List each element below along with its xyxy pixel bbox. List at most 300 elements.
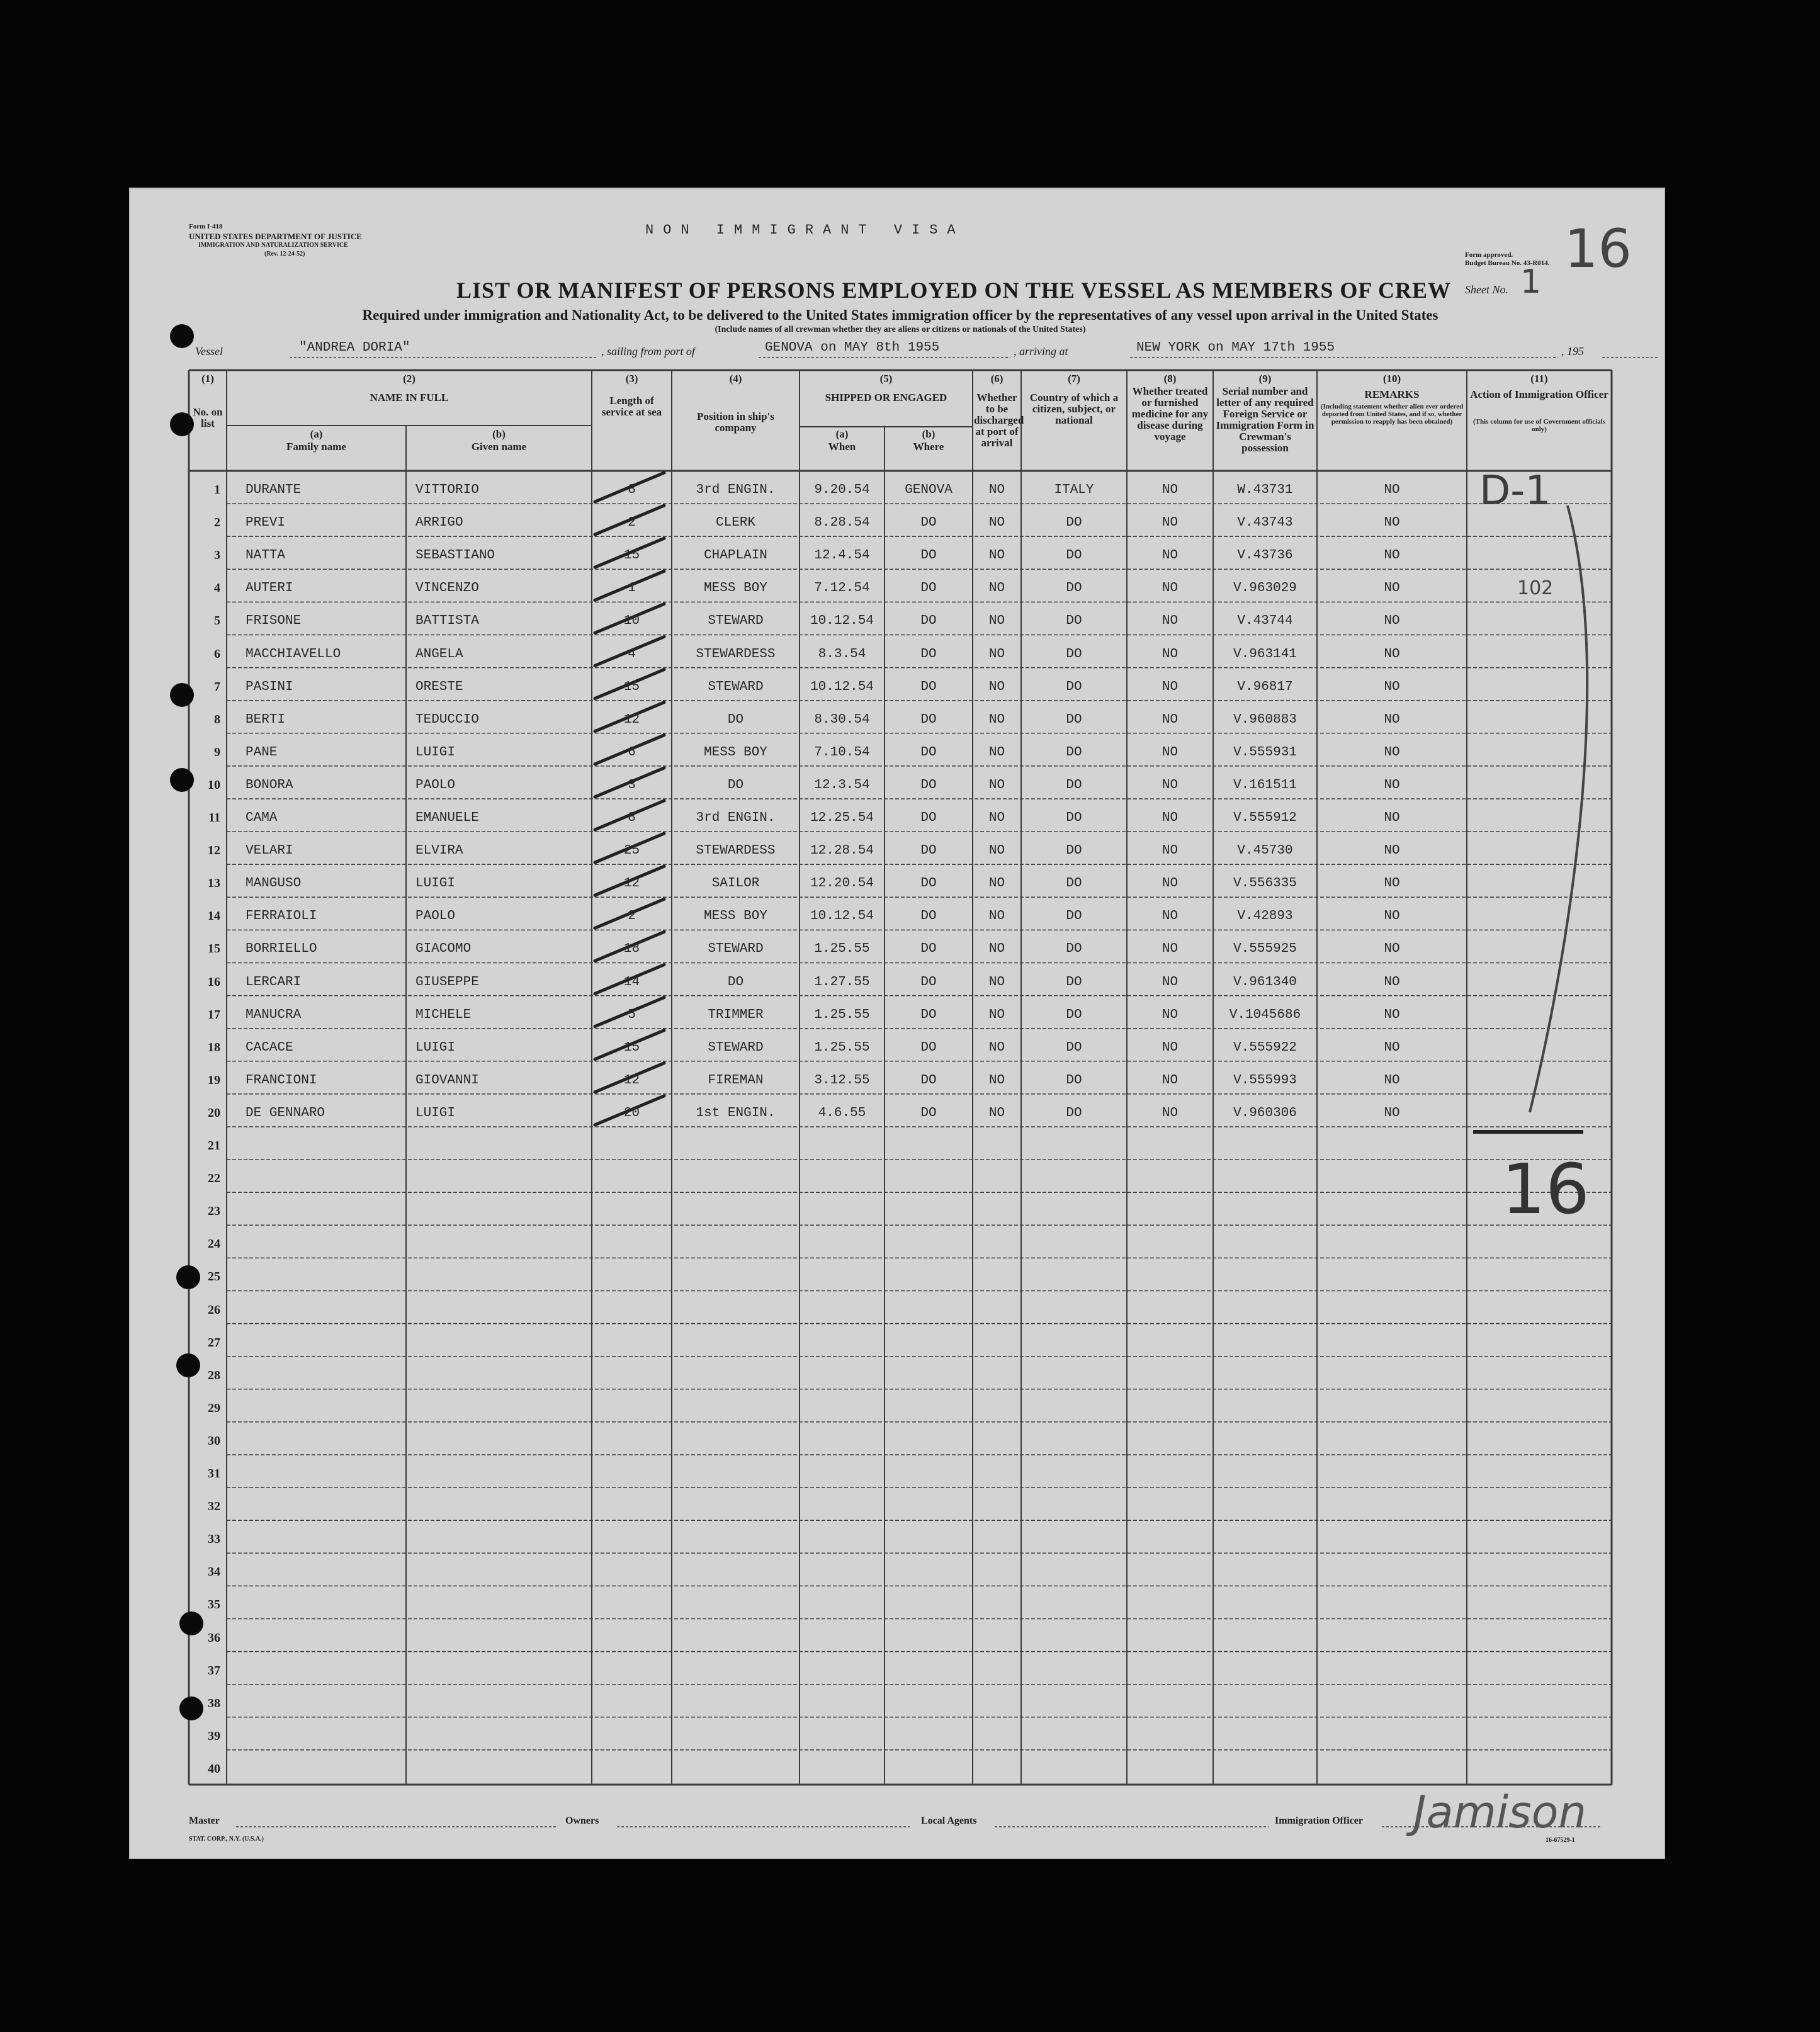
header-serial: Serial number and letter of any required Foreign Service or Immigration Form in Crewman's possession [1216, 385, 1314, 454]
cell-serial: V.960306 [1233, 1105, 1297, 1120]
cell-shipped-where: DO [920, 942, 937, 957]
row-number: 27 [208, 1335, 220, 1350]
cell-country: DO [1066, 844, 1082, 859]
cell-position: MESS BOY [704, 581, 767, 596]
cell-treated: NO [1162, 777, 1178, 793]
cell-shipped-when: 12.20.54 [810, 876, 874, 891]
punch-hole [170, 683, 194, 707]
cell-serial: V.555931 [1233, 745, 1297, 760]
cell-serial: V.43743 [1237, 516, 1293, 531]
annotation-total: 16 [1501, 1149, 1590, 1230]
cell-position: STEWARDESS [696, 646, 776, 662]
cell-country: DO [1066, 548, 1082, 563]
cell-length-of-service: 1 [628, 581, 636, 596]
cell-discharged: NO [988, 548, 1005, 563]
master-label: Master [189, 1815, 220, 1826]
cell-remarks: NO [1384, 1040, 1400, 1055]
cell-family-name: MACCHIAVELLO [246, 646, 341, 662]
row-number: 37 [208, 1663, 220, 1678]
row-number: 31 [208, 1467, 220, 1481]
cell-given-name: ARRIGO [415, 516, 463, 531]
cell-shipped-when: 4.6.55 [818, 1105, 866, 1120]
row-number: 3 [214, 548, 220, 563]
cell-country: DO [1066, 1073, 1082, 1088]
row-number: 10 [208, 777, 220, 792]
row-number: 6 [214, 646, 220, 661]
cell-treated: NO [1162, 1007, 1178, 1022]
cell-serial: V.96817 [1237, 679, 1293, 694]
budget-bureau: Budget Bureau No. 43-R014. [1465, 259, 1550, 267]
cell-country: ITALY [1054, 483, 1094, 497]
cell-given-name: TEDUCCIO [415, 712, 479, 727]
row-number: 26 [208, 1302, 220, 1317]
cell-treated: NO [1162, 844, 1178, 859]
column-number: (b) [922, 428, 935, 440]
cell-serial: V.555993 [1233, 1073, 1297, 1088]
cell-shipped-when: 9.20.54 [814, 483, 870, 497]
annotation-count: 102 [1517, 577, 1554, 600]
form-note: (Include names of all crewman whether they are aliens or citizens or nationals of the United States) [715, 325, 1086, 334]
cell-family-name: AUTERI [246, 581, 293, 596]
row-number: 1 [214, 483, 220, 497]
cell-length-of-service: 15 [623, 679, 640, 694]
cell-shipped-when: 12.3.54 [814, 777, 870, 793]
cell-position: DO [727, 974, 744, 990]
column-number: (a) [310, 428, 323, 440]
year-suffix: , 195 [1561, 345, 1584, 358]
cell-country: DO [1066, 581, 1082, 596]
cell-length-of-service: 3 [628, 777, 636, 793]
cell-position: CHAPLAIN [704, 548, 767, 563]
row-number: 16 [208, 974, 220, 989]
cell-given-name: LUIGI [415, 745, 456, 760]
vessel-label: Vessel [195, 345, 223, 358]
cell-family-name: MANUCRA [246, 1007, 302, 1022]
form-code: 16-67529-1 [1546, 1837, 1575, 1844]
cell-remarks: NO [1384, 712, 1400, 727]
cell-position: DO [727, 777, 744, 793]
cell-discharged: NO [988, 483, 1005, 497]
punch-hole [170, 324, 194, 348]
cell-position: CLERK [715, 516, 755, 531]
cell-family-name: LERCARI [246, 974, 302, 990]
cell-discharged: NO [988, 777, 1005, 793]
cell-treated: NO [1162, 1073, 1178, 1088]
row-number: 19 [208, 1073, 220, 1087]
cell-position: SAILOR [711, 876, 760, 891]
vessel-name: "ANDREA DORIA" [299, 341, 410, 355]
header-no-on-list: No. on list [193, 406, 223, 429]
cell-position: MESS BOY [704, 745, 767, 760]
cell-country: DO [1066, 974, 1082, 990]
cell-shipped-when: 10.12.54 [810, 909, 874, 924]
cell-family-name: CAMA [246, 811, 278, 825]
cell-length-of-service: 12 [623, 712, 640, 727]
cell-position: MESS BOY [704, 909, 767, 924]
cell-shipped-where: DO [920, 1105, 937, 1120]
cell-remarks: NO [1384, 745, 1400, 760]
sheet-label: Sheet No. [1465, 283, 1508, 296]
cell-treated: NO [1162, 679, 1178, 694]
header-family-name: Family name [286, 441, 346, 453]
cell-length-of-service: 12 [623, 1073, 640, 1088]
cell-length-of-service: 10 [623, 614, 640, 629]
cell-family-name: DURANTE [246, 483, 302, 497]
cell-serial: V.42893 [1237, 909, 1293, 924]
cell-shipped-when: 3.12.55 [814, 1073, 870, 1088]
manifest-sheet [129, 188, 1665, 1859]
row-number: 38 [208, 1696, 220, 1710]
header-immigration-note: (This column for use of Government officials only) [1472, 418, 1605, 433]
cell-family-name: FRISONE [246, 614, 302, 629]
cell-shipped-where: DO [920, 811, 937, 825]
cell-given-name: VITTORIO [415, 483, 479, 497]
cell-given-name: SEBASTIANO [415, 548, 495, 563]
cell-discharged: NO [988, 909, 1005, 924]
cell-remarks: NO [1384, 483, 1400, 497]
cell-remarks: NO [1384, 1007, 1400, 1022]
cell-position: FIREMAN [708, 1073, 764, 1088]
header-length-of-service: Length of service at sea [601, 395, 662, 418]
cell-given-name: GIACOMO [415, 942, 472, 957]
officer-signature: Jamison [1413, 1786, 1586, 1838]
cell-country: DO [1066, 1105, 1082, 1120]
cell-given-name: EMANUELE [415, 811, 479, 825]
cell-shipped-where: DO [920, 614, 937, 629]
cell-country: DO [1066, 777, 1082, 793]
form-revision: (Rev. 12-24-52) [264, 251, 305, 257]
cell-shipped-when: 1.25.55 [814, 1007, 870, 1022]
cell-treated: NO [1162, 876, 1178, 891]
cell-remarks: NO [1384, 581, 1400, 596]
cell-given-name: MICHELE [415, 1007, 472, 1022]
cell-position: STEWARD [708, 614, 764, 629]
cell-treated: NO [1162, 909, 1178, 924]
punch-hole [170, 768, 194, 792]
header-immigration-action: Action of Immigration Officer [1470, 388, 1608, 400]
cell-shipped-where: DO [920, 1073, 937, 1088]
cell-discharged: NO [988, 646, 1005, 662]
cell-length-of-service: 2 [628, 909, 636, 924]
punch-hole [176, 1265, 200, 1289]
cell-shipped-when: 10.12.54 [810, 614, 874, 629]
sailing-label: , sailing from port of [601, 345, 695, 358]
cell-treated: NO [1162, 811, 1178, 825]
cell-country: DO [1066, 811, 1082, 825]
cell-serial: V.555925 [1233, 942, 1297, 957]
cell-discharged: NO [988, 811, 1005, 825]
row-number: 40 [208, 1761, 220, 1776]
cell-shipped-when: 8.3.54 [818, 646, 866, 662]
cell-remarks: NO [1384, 1073, 1400, 1088]
row-number: 14 [208, 909, 220, 923]
cell-shipped-where: DO [920, 712, 937, 727]
cell-shipped-when: 12.28.54 [810, 844, 874, 859]
header-country: Country of which a citizen, subject, or national [1029, 392, 1119, 426]
cell-shipped-where: DO [920, 581, 937, 596]
cell-family-name: MANGUSO [246, 876, 302, 891]
punch-hole [179, 1696, 203, 1720]
cell-family-name: BORRIELLO [246, 942, 317, 957]
cell-treated: NO [1162, 614, 1178, 629]
cell-remarks: NO [1384, 974, 1400, 990]
cell-shipped-where: DO [920, 646, 937, 662]
cell-length-of-service: 4 [628, 646, 636, 662]
row-number: 35 [208, 1598, 220, 1612]
cell-remarks: NO [1384, 614, 1400, 629]
cell-position: 3rd ENGIN. [696, 811, 776, 825]
row-number: 5 [214, 614, 220, 628]
cell-country: DO [1066, 516, 1082, 531]
officer-label: Immigration Officer [1275, 1815, 1363, 1826]
cell-given-name: LUIGI [415, 1105, 456, 1120]
cell-shipped-where: DO [920, 745, 937, 760]
form-subtitle: Required under immigration and Nationality Act, to be delivered to the United States immigration officer by the representatives of any vessel upon arrival in the United States [362, 307, 1438, 323]
row-number: 34 [208, 1565, 220, 1579]
cell-length-of-service: 14 [623, 974, 640, 990]
cell-serial: V.961340 [1233, 974, 1297, 990]
cell-treated: NO [1162, 581, 1178, 596]
row-number: 24 [208, 1237, 220, 1251]
cell-remarks: NO [1384, 646, 1400, 662]
cell-shipped-where: DO [920, 974, 937, 990]
row-number: 36 [208, 1630, 220, 1645]
row-number: 7 [214, 679, 220, 694]
form-number: Form I-418 [189, 223, 223, 230]
column-number: (5) [879, 373, 893, 385]
column-number: (1) [201, 373, 214, 385]
cell-length-of-service: 8 [628, 483, 636, 497]
cell-discharged: NO [988, 614, 1005, 629]
column-number: (2) [403, 373, 415, 385]
cell-position: DO [727, 712, 744, 727]
column-number: (4) [729, 373, 742, 385]
visa-stamp: NON IMMIGRANT VISA [645, 222, 965, 238]
cell-serial: V.556335 [1233, 876, 1297, 891]
cell-family-name: PASINI [246, 679, 293, 694]
column-number: (3) [625, 373, 638, 385]
agency-line-2: IMMIGRATION AND NATURALIZATION SERVICE [198, 242, 348, 249]
cell-length-of-service: 20 [623, 1105, 640, 1120]
row-number: 2 [214, 516, 220, 530]
cell-shipped-when: 8.28.54 [814, 516, 870, 531]
cell-shipped-when: 12.25.54 [810, 811, 874, 825]
cell-shipped-when: 8.30.54 [814, 712, 870, 727]
cell-length-of-service: 2 [628, 516, 636, 531]
cell-serial: V.555912 [1233, 811, 1297, 825]
cell-shipped-when: 1.25.55 [814, 1040, 870, 1055]
cell-given-name: VINCENZO [415, 581, 479, 596]
cell-family-name: VELARI [246, 844, 293, 859]
cell-country: DO [1066, 876, 1082, 891]
cell-country: DO [1066, 1007, 1082, 1022]
cell-discharged: NO [988, 712, 1005, 727]
column-number: (10) [1382, 373, 1401, 385]
cell-position: STEWARD [708, 679, 764, 694]
cell-remarks: NO [1384, 942, 1400, 957]
cell-country: DO [1066, 614, 1082, 629]
cell-discharged: NO [988, 1105, 1005, 1120]
column-number: (b) [492, 428, 506, 440]
cell-remarks: NO [1384, 876, 1400, 891]
cell-length-of-service: 15 [623, 548, 640, 563]
header-shipped-or-engaged: SHIPPED OR ENGAGED [825, 392, 947, 404]
cell-given-name: GIUSEPPE [415, 974, 479, 990]
cell-given-name: LUIGI [415, 1040, 456, 1055]
cell-discharged: NO [988, 942, 1005, 957]
header-when: When [828, 441, 856, 453]
cell-discharged: NO [988, 876, 1005, 891]
punch-hole [170, 412, 194, 436]
row-number: 29 [208, 1401, 220, 1415]
cell-family-name: PANE [246, 745, 278, 760]
cell-remarks: NO [1384, 909, 1400, 924]
cell-given-name: GIOVANNI [415, 1073, 479, 1088]
cell-discharged: NO [988, 844, 1005, 859]
cell-discharged: NO [988, 745, 1005, 760]
cell-discharged: NO [988, 516, 1005, 531]
cell-length-of-service: 18 [623, 942, 640, 957]
row-number: 32 [208, 1499, 220, 1514]
cell-country: DO [1066, 745, 1082, 760]
cell-discharged: NO [988, 679, 1005, 694]
cell-shipped-where: DO [920, 679, 937, 694]
cell-shipped-when: 12.4.54 [814, 548, 870, 563]
header-remarks: REMARKS [1364, 388, 1420, 400]
cell-treated: NO [1162, 646, 1178, 662]
row-number: 12 [208, 844, 220, 858]
column-number: (9) [1258, 373, 1272, 385]
cell-length-of-service: 25 [623, 844, 640, 859]
header-remarks-note: (Including statement whether alien ever ordered deported from United States, and if so, whether permission to reapply has been obtained) [1320, 403, 1464, 426]
cell-given-name: ORESTE [415, 679, 463, 694]
cell-remarks: NO [1384, 548, 1400, 563]
cell-remarks: NO [1384, 679, 1400, 694]
cell-remarks: NO [1384, 844, 1400, 859]
cell-shipped-where: DO [920, 1040, 937, 1055]
cell-treated: NO [1162, 548, 1178, 563]
cell-position: STEWARD [708, 1040, 764, 1055]
row-number: 23 [208, 1204, 220, 1219]
cell-family-name: FRANCIONI [246, 1073, 317, 1088]
sailing-port: GENOVA on MAY 8th 1955 [765, 341, 940, 355]
cell-treated: NO [1162, 483, 1178, 497]
cell-country: DO [1066, 679, 1082, 694]
cell-shipped-where: DO [920, 548, 937, 563]
cell-discharged: NO [988, 1007, 1005, 1022]
arrival-port: NEW YORK on MAY 17th 1955 [1136, 341, 1335, 355]
cell-family-name: PREVI [246, 516, 286, 531]
cell-position: 3rd ENGIN. [696, 483, 776, 497]
cell-shipped-when: 7.10.54 [814, 745, 870, 760]
cell-family-name: BERTI [246, 712, 286, 727]
cell-serial: V.43736 [1237, 548, 1293, 563]
cell-given-name: LUIGI [415, 876, 456, 891]
cell-position: STEWARD [708, 942, 764, 957]
cell-treated: NO [1162, 1040, 1178, 1055]
cell-length-of-service: 6 [628, 745, 636, 760]
arriving-label: , arriving at [1014, 345, 1068, 358]
cell-discharged: NO [988, 1040, 1005, 1055]
cell-length-of-service: 5 [628, 1007, 636, 1022]
cell-shipped-when: 10.12.54 [810, 679, 874, 694]
sheet-handwritten: 16 [1564, 218, 1632, 279]
cell-discharged: NO [988, 1073, 1005, 1088]
header-position: Position in ship's company [697, 410, 774, 434]
cell-family-name: BONORA [246, 777, 293, 793]
cell-family-name: CACACE [246, 1040, 293, 1055]
cell-country: DO [1066, 646, 1082, 662]
cell-shipped-where: GENOVA [905, 483, 952, 497]
row-number: 25 [208, 1270, 220, 1284]
cell-serial: V.963029 [1233, 581, 1297, 596]
column-number: (11) [1530, 373, 1548, 385]
cell-discharged: NO [988, 581, 1005, 596]
cell-treated: NO [1162, 516, 1178, 531]
cell-shipped-where: DO [920, 516, 937, 531]
header-discharged: Whether to be discharged at port of arrival [974, 392, 1024, 449]
row-number: 33 [208, 1532, 220, 1547]
cell-serial: V.45730 [1237, 844, 1293, 859]
punch-hole [176, 1353, 200, 1377]
cell-given-name: PAOLO [415, 777, 456, 793]
cell-serial: W.43731 [1237, 483, 1293, 497]
cell-country: DO [1066, 942, 1082, 957]
cell-length-of-service: 8 [628, 811, 636, 825]
form-title: LIST OR MANIFEST OF PERSONS EMPLOYED ON THE VESSEL AS MEMBERS OF CREW [456, 278, 1451, 303]
header-treated: Whether treated or furnished medicine for any disease during voyage [1131, 385, 1209, 443]
cell-treated: NO [1162, 1105, 1178, 1120]
row-number: 8 [214, 712, 220, 726]
cell-country: DO [1066, 712, 1082, 727]
cell-given-name: PAOLO [415, 909, 456, 924]
row-number: 4 [214, 581, 220, 595]
cell-serial: V.1045686 [1229, 1007, 1301, 1022]
annotation-d1: D-1 [1479, 468, 1551, 514]
row-number: 13 [208, 876, 220, 891]
cell-position: TRIMMER [708, 1007, 764, 1022]
cell-family-name: FERRAIOLI [246, 909, 317, 924]
row-number: 15 [208, 942, 220, 956]
sheet-number: 1 [1520, 263, 1542, 301]
cell-given-name: ANGELA [415, 646, 463, 662]
row-number: 20 [208, 1105, 220, 1120]
row-number: 22 [208, 1171, 220, 1186]
agency-line-1: UNITED STATES DEPARTMENT OF JUSTICE [189, 232, 362, 241]
column-number: (6) [990, 373, 1003, 385]
cell-family-name: DE GENNARO [246, 1105, 325, 1120]
cell-treated: NO [1162, 942, 1178, 957]
form-approved: Form approved. [1465, 251, 1513, 259]
row-number: 28 [208, 1368, 220, 1382]
cell-serial: V.161511 [1233, 777, 1297, 793]
punch-hole [179, 1611, 203, 1635]
row-number: 21 [208, 1139, 220, 1153]
cell-shipped-when: 1.25.55 [814, 942, 870, 957]
cell-shipped-when: 1.27.55 [814, 974, 870, 990]
cell-treated: NO [1162, 974, 1178, 990]
agents-label: Local Agents [921, 1815, 977, 1826]
cell-remarks: NO [1384, 811, 1400, 825]
cell-treated: NO [1162, 745, 1178, 760]
cell-country: DO [1066, 1040, 1082, 1055]
column-number: (7) [1068, 373, 1080, 385]
row-number: 11 [208, 811, 220, 825]
cell-shipped-when: 7.12.54 [814, 581, 870, 596]
cell-shipped-where: DO [920, 876, 937, 891]
header-where: Where [913, 441, 944, 453]
row-number: 30 [208, 1433, 220, 1448]
